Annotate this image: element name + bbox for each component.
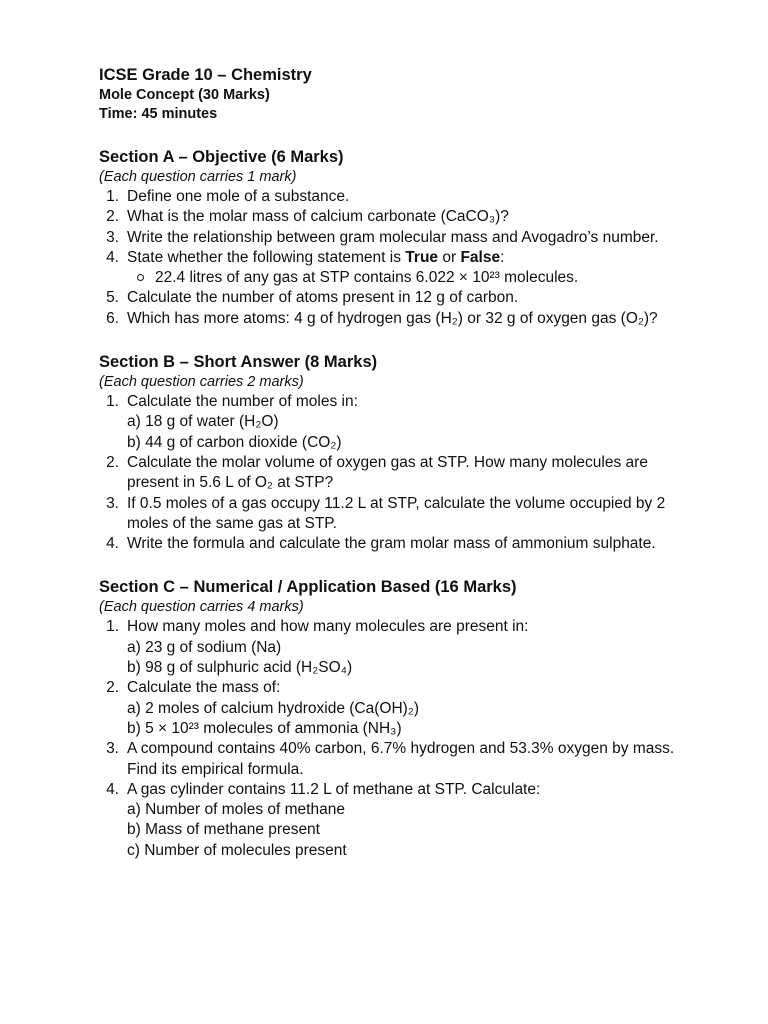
question-text: Calculate the number of moles in: [127,393,358,411]
question-number: 5. [106,289,119,307]
document-header [99,64,678,124]
section-b [99,351,678,554]
hollow-bullet-icon [137,274,144,281]
document-title: ICSE Grade 10 – Chemistry [99,66,312,84]
list-item [99,617,678,678]
question-number: 3. [106,494,119,512]
list-item [99,678,678,739]
false-keyword: False [460,248,501,266]
true-keyword: True [405,248,439,266]
section-c-note: (Each question carries 4 marks) [99,599,304,616]
section-c-title: Section C – Numerical / Application Based (16 Marks) [99,578,517,597]
list-item [99,309,678,329]
question-number: 1. [106,393,119,411]
question-text: If 0.5 moles of a gas occupy 11.2 L at STP, calculate the volume occupied by 2 moles of the same gas at STP. [127,494,666,532]
question-text: Calculate the molar volume of oxygen gas at STP. How many molecules are present in 5.6 L of O₂ at STP? [127,453,648,492]
section-b-note: (Each question carries 2 marks) [99,374,304,391]
question-text: What is the molar mass of calcium carbonate (CaCO₃)? [127,208,509,226]
sub-question: a) 18 g of water (H₂O) [127,413,279,431]
list-item [99,248,678,289]
question-number: 3. [106,228,119,246]
section-c [99,576,678,861]
document-subtitle: Mole Concept (30 Marks) [99,87,270,103]
question-text [127,249,504,266]
list-item [99,494,678,535]
list-item [99,534,678,554]
list-item [99,228,678,248]
section-b-questions [99,392,678,554]
sub-question: a) Number of moles of methane [127,801,345,819]
question-text-end: : [500,248,505,266]
sub-question: b) 98 g of sulphuric acid (H₂SO₄) [127,659,353,677]
list-item [99,187,678,207]
question-text: Write the relationship between gram molecular mass and Avogadro’s number. [127,228,659,246]
question-number: 2. [106,453,119,471]
list-item [99,780,678,861]
sub-question: b) 44 g of carbon dioxide (CO₂) [127,433,342,451]
list-item [99,739,678,780]
list-item [99,453,678,494]
question-number: 2. [106,679,119,697]
question-text: How many moles and how many molecules are present in: [127,618,529,636]
question-text: Which has more atoms: 4 g of hydrogen gas (H₂) or 32 g of oxygen gas (O₂)? [127,309,658,327]
list-item [99,207,678,227]
section-a [99,146,678,329]
section-a-note: (Each question carries 1 mark) [99,169,297,185]
list-item [99,288,678,308]
question-number: 4. [106,248,119,266]
time-limit: Time: 45 minutes [99,106,218,122]
question-text: A compound contains 40% carbon, 6.7% hydrogen and 53.3% oxygen by mass. Find its empirical formula. [127,740,675,778]
section-a-title: Section A – Objective (6 Marks) [99,148,344,166]
question-text: Calculate the number of atoms present in 12 g of carbon. [127,289,519,307]
question-number: 3. [106,740,119,758]
statement-bullet [127,268,678,288]
section-c-questions [99,617,678,861]
question-number: 4. [106,535,119,553]
question-number: 1. [106,188,119,205]
question-number: 2. [106,208,119,226]
question-number: 4. [106,780,119,798]
sub-question: b) Mass of methane present [127,821,320,839]
question-text: Write the formula and calculate the gram molar mass of ammonium sulphate. [127,535,656,553]
question-number: 1. [106,618,119,636]
sub-question: a) 23 g of sodium (Na) [127,638,282,656]
section-b-title: Section B – Short Answer (8 Marks) [99,353,378,372]
or-word: or [438,248,461,266]
section-a-questions [99,187,678,329]
sub-question: a) 2 moles of calcium hydroxide (Ca(OH)₂) [127,699,419,717]
question-text: Define one mole of a substance. [127,188,350,205]
statement-text: 22.4 litres of any gas at STP contains 6.022 × 10²³ molecules. [155,269,579,287]
sub-question: c) Number of molecules present [127,841,347,859]
question-text: Calculate the mass of: [127,679,281,697]
question-text: A gas cylinder contains 11.2 L of methane at STP. Calculate: [127,780,541,798]
list-item [99,392,678,453]
sub-question: b) 5 × 10²³ molecules of ammonia (NH₃) [127,719,402,737]
question-text-start: State whether the following statement is [127,248,406,266]
question-number: 6. [106,309,119,327]
